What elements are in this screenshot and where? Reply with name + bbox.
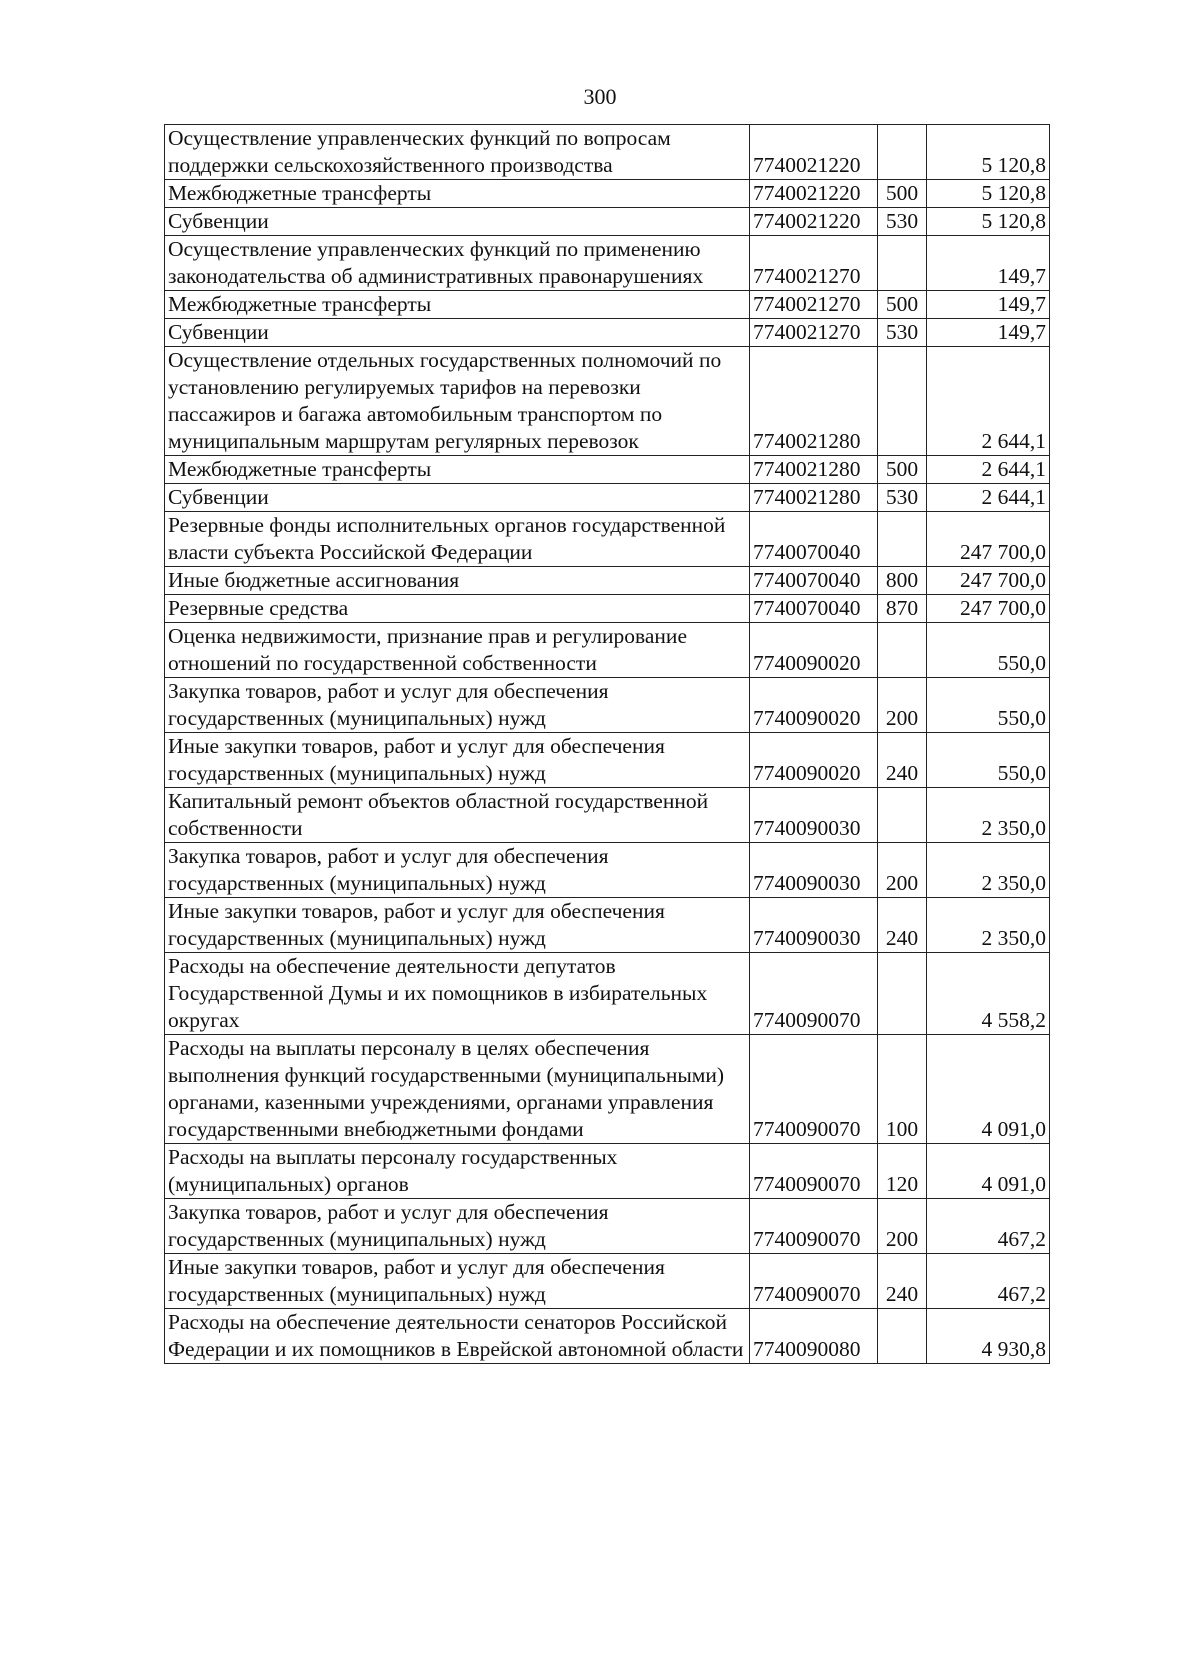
table-row bbox=[165, 678, 1050, 733]
row-name-cell: Резервные средства bbox=[165, 595, 750, 623]
expense-type-cell bbox=[878, 623, 927, 678]
row-name-cell: Межбюджетные трансферты bbox=[165, 291, 750, 319]
row-name-cell: Межбюджетные трансферты bbox=[165, 456, 750, 484]
table-row bbox=[165, 788, 1050, 843]
row-name-cell: Субвенции bbox=[165, 208, 750, 236]
table-row bbox=[165, 843, 1050, 898]
amount-cell: 467,2 bbox=[927, 1254, 1050, 1309]
expense-type-cell: 240 bbox=[878, 1254, 927, 1309]
target-article-cell: 7740021270 bbox=[750, 291, 878, 319]
target-article-cell: 7740090030 bbox=[750, 898, 878, 953]
expense-type-cell bbox=[878, 1309, 927, 1364]
row-name-cell: Межбюджетные трансферты bbox=[165, 180, 750, 208]
row-name-cell: Иные закупки товаров, работ и услуг для обеспечения государственных (муниципальных) нужд bbox=[165, 1254, 750, 1309]
expense-type-cell: 120 bbox=[878, 1144, 927, 1199]
amount-cell: 4 091,0 bbox=[927, 1144, 1050, 1199]
target-article-cell: 7740021280 bbox=[750, 484, 878, 512]
target-article-cell: 7740021270 bbox=[750, 319, 878, 347]
table-row bbox=[165, 1309, 1050, 1364]
target-article-cell: 7740090080 bbox=[750, 1309, 878, 1364]
row-name-cell: Расходы на обеспечение деятельности депутатов Государственной Думы и их помощников в избирательных округах bbox=[165, 953, 750, 1035]
table-row bbox=[165, 456, 1050, 484]
expense-type-cell: 530 bbox=[878, 208, 927, 236]
row-name-cell: Закупка товаров, работ и услуг для обеспечения государственных (муниципальных) нужд bbox=[165, 678, 750, 733]
amount-cell: 4 558,2 bbox=[927, 953, 1050, 1035]
target-article-cell: 7740090070 bbox=[750, 1035, 878, 1144]
target-article-cell: 7740090020 bbox=[750, 623, 878, 678]
expense-type-cell bbox=[878, 953, 927, 1035]
row-name-cell: Осуществление управленческих функций по применению законодательства об административных правонарушениях bbox=[165, 236, 750, 291]
table-row bbox=[165, 567, 1050, 595]
amount-cell: 4 930,8 bbox=[927, 1309, 1050, 1364]
amount-cell: 2 644,1 bbox=[927, 347, 1050, 456]
amount-cell: 149,7 bbox=[927, 236, 1050, 291]
expense-type-cell: 200 bbox=[878, 843, 927, 898]
target-article-cell: 7740090070 bbox=[750, 1254, 878, 1309]
expense-type-cell bbox=[878, 236, 927, 291]
table-row bbox=[165, 898, 1050, 953]
amount-cell: 550,0 bbox=[927, 678, 1050, 733]
amount-cell: 550,0 bbox=[927, 623, 1050, 678]
expense-type-cell: 240 bbox=[878, 733, 927, 788]
table-row bbox=[165, 1199, 1050, 1254]
expense-type-cell: 800 bbox=[878, 567, 927, 595]
amount-cell: 2 350,0 bbox=[927, 843, 1050, 898]
budget-table bbox=[164, 124, 1050, 1364]
target-article-cell: 7740021220 bbox=[750, 208, 878, 236]
table-row bbox=[165, 125, 1050, 180]
table-row bbox=[165, 733, 1050, 788]
amount-cell: 247 700,0 bbox=[927, 512, 1050, 567]
expense-type-cell bbox=[878, 788, 927, 843]
amount-cell: 467,2 bbox=[927, 1199, 1050, 1254]
amount-cell: 5 120,8 bbox=[927, 125, 1050, 180]
row-name-cell: Расходы на выплаты персоналу в целях обеспечения выполнения функций государственными (муниципальными) органами, казенными учреждениями, органами управления государственными внебюджетными фондами bbox=[165, 1035, 750, 1144]
amount-cell: 5 120,8 bbox=[927, 208, 1050, 236]
row-name-cell: Расходы на выплаты персоналу государственных (муниципальных) органов bbox=[165, 1144, 750, 1199]
expense-type-cell: 500 bbox=[878, 180, 927, 208]
target-article-cell: 7740021220 bbox=[750, 125, 878, 180]
target-article-cell: 7740021270 bbox=[750, 236, 878, 291]
table-row bbox=[165, 595, 1050, 623]
table-row bbox=[165, 953, 1050, 1035]
amount-cell: 149,7 bbox=[927, 291, 1050, 319]
table-row bbox=[165, 347, 1050, 456]
target-article-cell: 7740070040 bbox=[750, 512, 878, 567]
target-article-cell: 7740021280 bbox=[750, 456, 878, 484]
table-row bbox=[165, 236, 1050, 291]
expense-type-cell: 200 bbox=[878, 678, 927, 733]
expense-type-cell: 530 bbox=[878, 484, 927, 512]
expense-type-cell: 200 bbox=[878, 1199, 927, 1254]
target-article-cell: 7740090030 bbox=[750, 843, 878, 898]
expense-type-cell: 100 bbox=[878, 1035, 927, 1144]
table-row bbox=[165, 484, 1050, 512]
expense-type-cell: 500 bbox=[878, 456, 927, 484]
table-row bbox=[165, 208, 1050, 236]
row-name-cell: Закупка товаров, работ и услуг для обеспечения государственных (муниципальных) нужд bbox=[165, 843, 750, 898]
amount-cell: 5 120,8 bbox=[927, 180, 1050, 208]
table-row bbox=[165, 319, 1050, 347]
table-row bbox=[165, 1035, 1050, 1144]
amount-cell: 247 700,0 bbox=[927, 567, 1050, 595]
row-name-cell: Иные бюджетные ассигнования bbox=[165, 567, 750, 595]
amount-cell: 2 350,0 bbox=[927, 898, 1050, 953]
amount-cell: 149,7 bbox=[927, 319, 1050, 347]
amount-cell: 2 350,0 bbox=[927, 788, 1050, 843]
expense-type-cell: 500 bbox=[878, 291, 927, 319]
budget-table-body bbox=[165, 125, 1050, 1364]
row-name-cell: Осуществление отдельных государственных полномочий по установлению регулируемых тарифов на перевозки пассажиров и багажа автомобильным транспортом по муниципальным маршрутам регулярных перевозок bbox=[165, 347, 750, 456]
target-article-cell: 7740090020 bbox=[750, 678, 878, 733]
target-article-cell: 7740070040 bbox=[750, 595, 878, 623]
amount-cell: 2 644,1 bbox=[927, 456, 1050, 484]
expense-type-cell: 240 bbox=[878, 898, 927, 953]
row-name-cell: Субвенции bbox=[165, 484, 750, 512]
row-name-cell: Иные закупки товаров, работ и услуг для обеспечения государственных (муниципальных) нужд bbox=[165, 733, 750, 788]
amount-cell: 550,0 bbox=[927, 733, 1050, 788]
target-article-cell: 7740090070 bbox=[750, 1144, 878, 1199]
amount-cell: 4 091,0 bbox=[927, 1035, 1050, 1144]
row-name-cell: Резервные фонды исполнительных органов государственной власти субъекта Российской Федерации bbox=[165, 512, 750, 567]
amount-cell: 247 700,0 bbox=[927, 595, 1050, 623]
target-article-cell: 7740021280 bbox=[750, 347, 878, 456]
row-name-cell: Закупка товаров, работ и услуг для обеспечения государственных (муниципальных) нужд bbox=[165, 1199, 750, 1254]
row-name-cell: Расходы на обеспечение деятельности сенаторов Российской Федерации и их помощников в Еврейской автономной области bbox=[165, 1309, 750, 1364]
target-article-cell: 7740021220 bbox=[750, 180, 878, 208]
table-row bbox=[165, 1144, 1050, 1199]
expense-type-cell bbox=[878, 125, 927, 180]
target-article-cell: 7740090070 bbox=[750, 1199, 878, 1254]
table-row bbox=[165, 623, 1050, 678]
expense-type-cell bbox=[878, 347, 927, 456]
expense-type-cell bbox=[878, 512, 927, 567]
table-row bbox=[165, 180, 1050, 208]
page-number: 300 bbox=[583, 84, 617, 109]
amount-cell: 2 644,1 bbox=[927, 484, 1050, 512]
target-article-cell: 7740090070 bbox=[750, 953, 878, 1035]
table-row bbox=[165, 512, 1050, 567]
row-name-cell: Оценка недвижимости, признание прав и регулирование отношений по государственной собственности bbox=[165, 623, 750, 678]
expense-type-cell: 870 bbox=[878, 595, 927, 623]
expense-type-cell: 530 bbox=[878, 319, 927, 347]
target-article-cell: 7740070040 bbox=[750, 567, 878, 595]
table-row bbox=[165, 291, 1050, 319]
row-name-cell: Капитальный ремонт объектов областной государственной собственности bbox=[165, 788, 750, 843]
target-article-cell: 7740090030 bbox=[750, 788, 878, 843]
target-article-cell: 7740090020 bbox=[750, 733, 878, 788]
row-name-cell: Иные закупки товаров, работ и услуг для обеспечения государственных (муниципальных) нужд bbox=[165, 898, 750, 953]
row-name-cell: Субвенции bbox=[165, 319, 750, 347]
table-row bbox=[165, 1254, 1050, 1309]
row-name-cell: Осуществление управленческих функций по вопросам поддержки сельскохозяйственного производства bbox=[165, 125, 750, 180]
